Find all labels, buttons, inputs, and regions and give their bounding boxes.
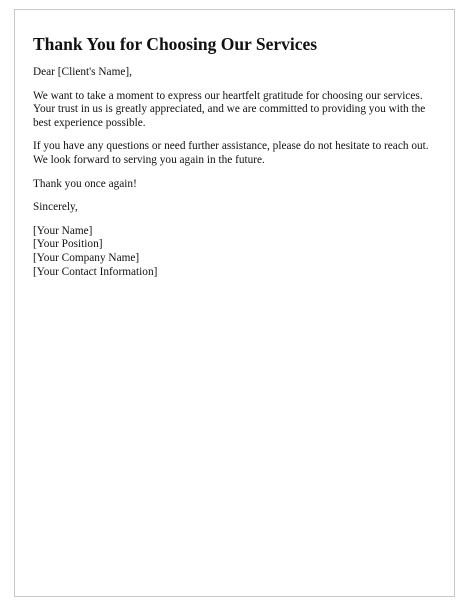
paragraph-line: Your trust in us is greatly appreciated, and we are committed to providing you with the (33, 103, 426, 116)
paragraph-line: If you have any questions or need further assistance, please do not hesitate to reach out. (33, 140, 429, 153)
paragraph-line: best experience possible. (33, 116, 146, 129)
letter-title: Thank You for Choosing Our Services (33, 34, 318, 54)
signature-name: [Your Name] (33, 224, 93, 237)
closing-line: Sincerely, (33, 201, 78, 214)
signature-contact: [Your Contact Information] (33, 265, 158, 278)
paragraph-line: We want to take a moment to express our heartfelt gratitude for choosing our services. (33, 89, 423, 102)
thanks-line: Thank you once again! (33, 177, 137, 190)
salutation: Dear [Client's Name], (33, 66, 132, 78)
signature-company: [Your Company Name] (33, 251, 140, 264)
letter-page (14, 9, 455, 597)
assistance-paragraph (33, 140, 436, 167)
gratitude-paragraph (33, 90, 436, 131)
paragraph-line: We look forward to serving you again in the future. (33, 153, 265, 166)
signature-block (33, 225, 436, 279)
signature-position: [Your Position] (33, 238, 103, 251)
